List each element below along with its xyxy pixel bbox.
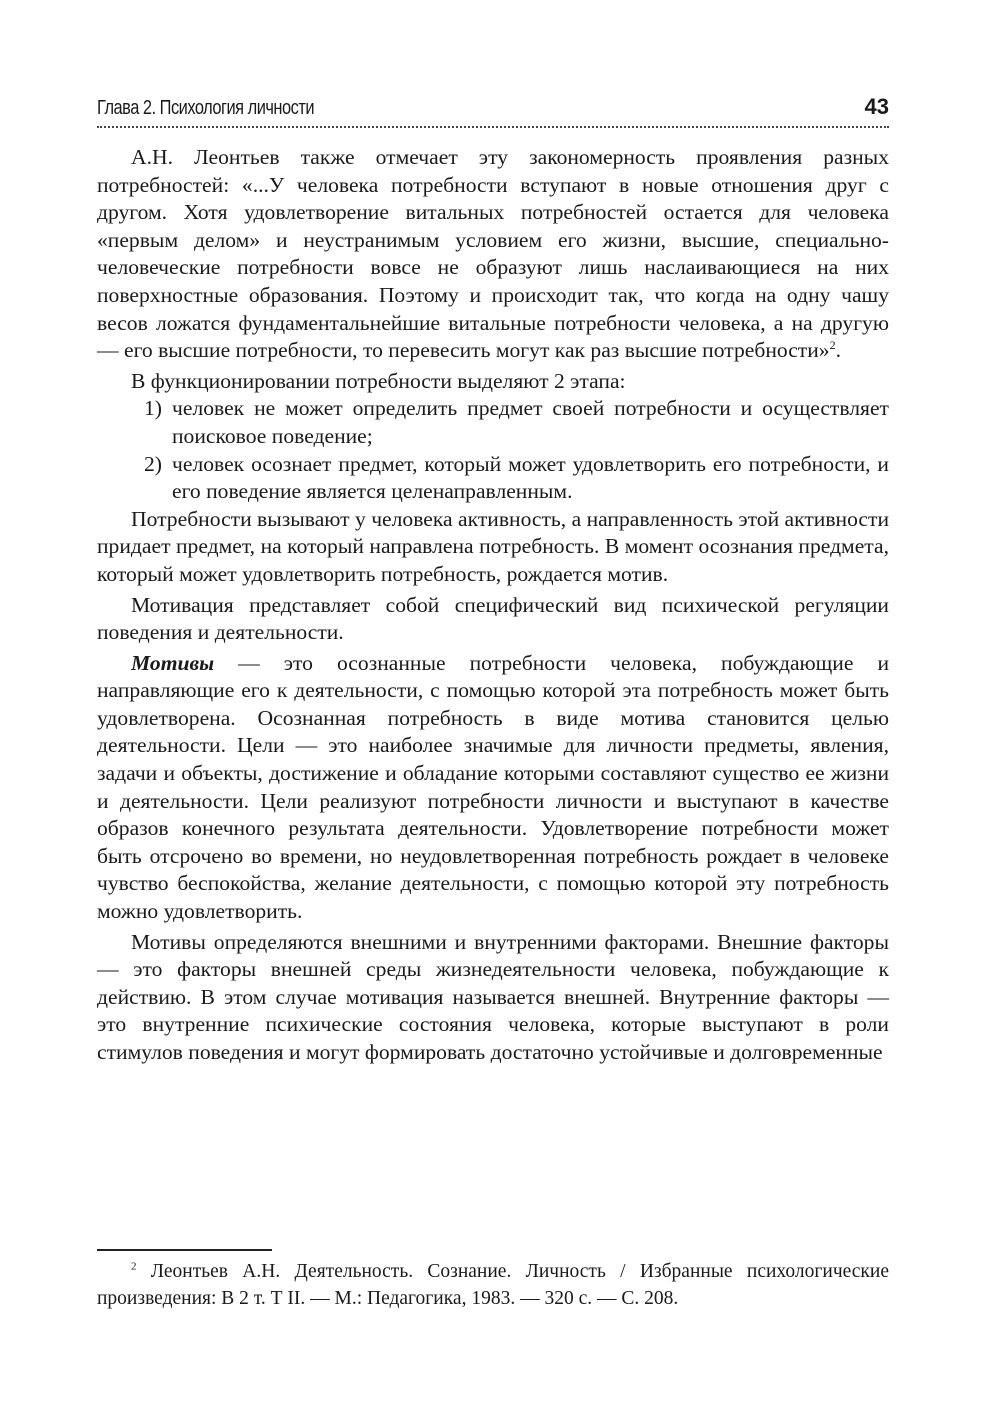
paragraph-leontiev-quote (97, 144, 889, 365)
paragraph-needs-activity: Потребности вызывают у человека активность, а направленность этой активности придает предмет, на который направлена потребность. В момент осознания предмета, который может удовлетворить потребность, рождается мотив. (97, 506, 889, 586)
footnote-text: Леонтьев А.Н. Деятельность. Сознание. Личность / Избранные психологические произведения: В 2 т. Т II. — М.: Педагогика, 1983. — 320 с. — С. 208. (97, 1261, 889, 1309)
list-item (97, 395, 889, 450)
list-item (97, 451, 889, 506)
chapter-title: Глава 2. Психология личности (97, 97, 315, 119)
page (97, 88, 889, 1067)
footnote (97, 1258, 889, 1312)
footnote-reference[interactable]: 2 (829, 337, 836, 352)
paragraph-motivation: Мотивация представляет собой специфический вид психической регуляции поведения и деятельности. (97, 592, 889, 645)
footnote-divider (97, 1249, 272, 1251)
list-item-text: человек осознает предмет, который может удовлетворить его потребности, и его поведение является целенаправленным. (172, 451, 889, 504)
stages-list (97, 395, 889, 505)
list-item-number: 2) (144, 451, 162, 476)
running-header (97, 88, 889, 128)
footnote-mark: 2 (131, 1260, 137, 1273)
main-text (97, 144, 889, 1067)
list-item-number: 1) (144, 396, 162, 421)
paragraph-stages-intro: В функционировании потребности выделяют 2 этапа: (131, 368, 626, 393)
paragraph-motives-definition (97, 650, 889, 926)
paragraph-motive-factors: Мотивы определяются внешними и внутренними факторами. Внешние факторы — это факторы внешней среды жизнедеятельности человека, побуждающие к действию. В этом случае мотивация называется внешней. Внутренние факторы — это внутренние психические состояния человека, которые выступают в роли стимулов поведения и могут формировать достаточно устойчивые и долговременные (97, 929, 889, 1064)
list-item-text: человек не может определить предмет своей потребности и осуществляет поисковое поведение; (172, 396, 889, 448)
page-number: 43 (864, 94, 889, 119)
motives-definition-text: — это осознанные потребности человека, побуждающие и направляющие его к деятельности, с помощью которой эта потребность может быть удовлетворена. Осознанная потребность в виде мотива становится целью деятельности. Цели — это наиболее значимые для личности предметы, явления, задачи и объекты, достижение и обладание которыми составляют существо ее жизни и деятельности. Цели реализуют потребности личности и выступают в качестве образов конечного результата деятельности. Удовлетворение потребности может быть отсрочено во времени, но неудовлетворенная потребность рождает в человеке чувство беспокойства, желание деятельности, с помощью которой эту потребность можно удовлетворить. (97, 650, 889, 924)
quote-text: А.Н. Леонтьев также отмечает эту закономерность проявления разных потребностей: «...У человека потребности вступают в новые отношения друг с другом. Хотя удовлетворение витальных потребностей остается для человека «первым делом» и неустранимым условием его жизни, высшие, специально-человеческие потребности вовсе не образуют лишь наслаивающиеся на них поверхностные образования. Поэтому и происходит так, что когда на одну чашу весов ложатся фундаментальнейшие витальные потребности человека, а на другую — его высшие потребности, то перевесить могут как раз высшие потребности» (97, 145, 889, 363)
quote-end: . (835, 338, 841, 363)
term-motives: Мотивы (131, 650, 215, 675)
